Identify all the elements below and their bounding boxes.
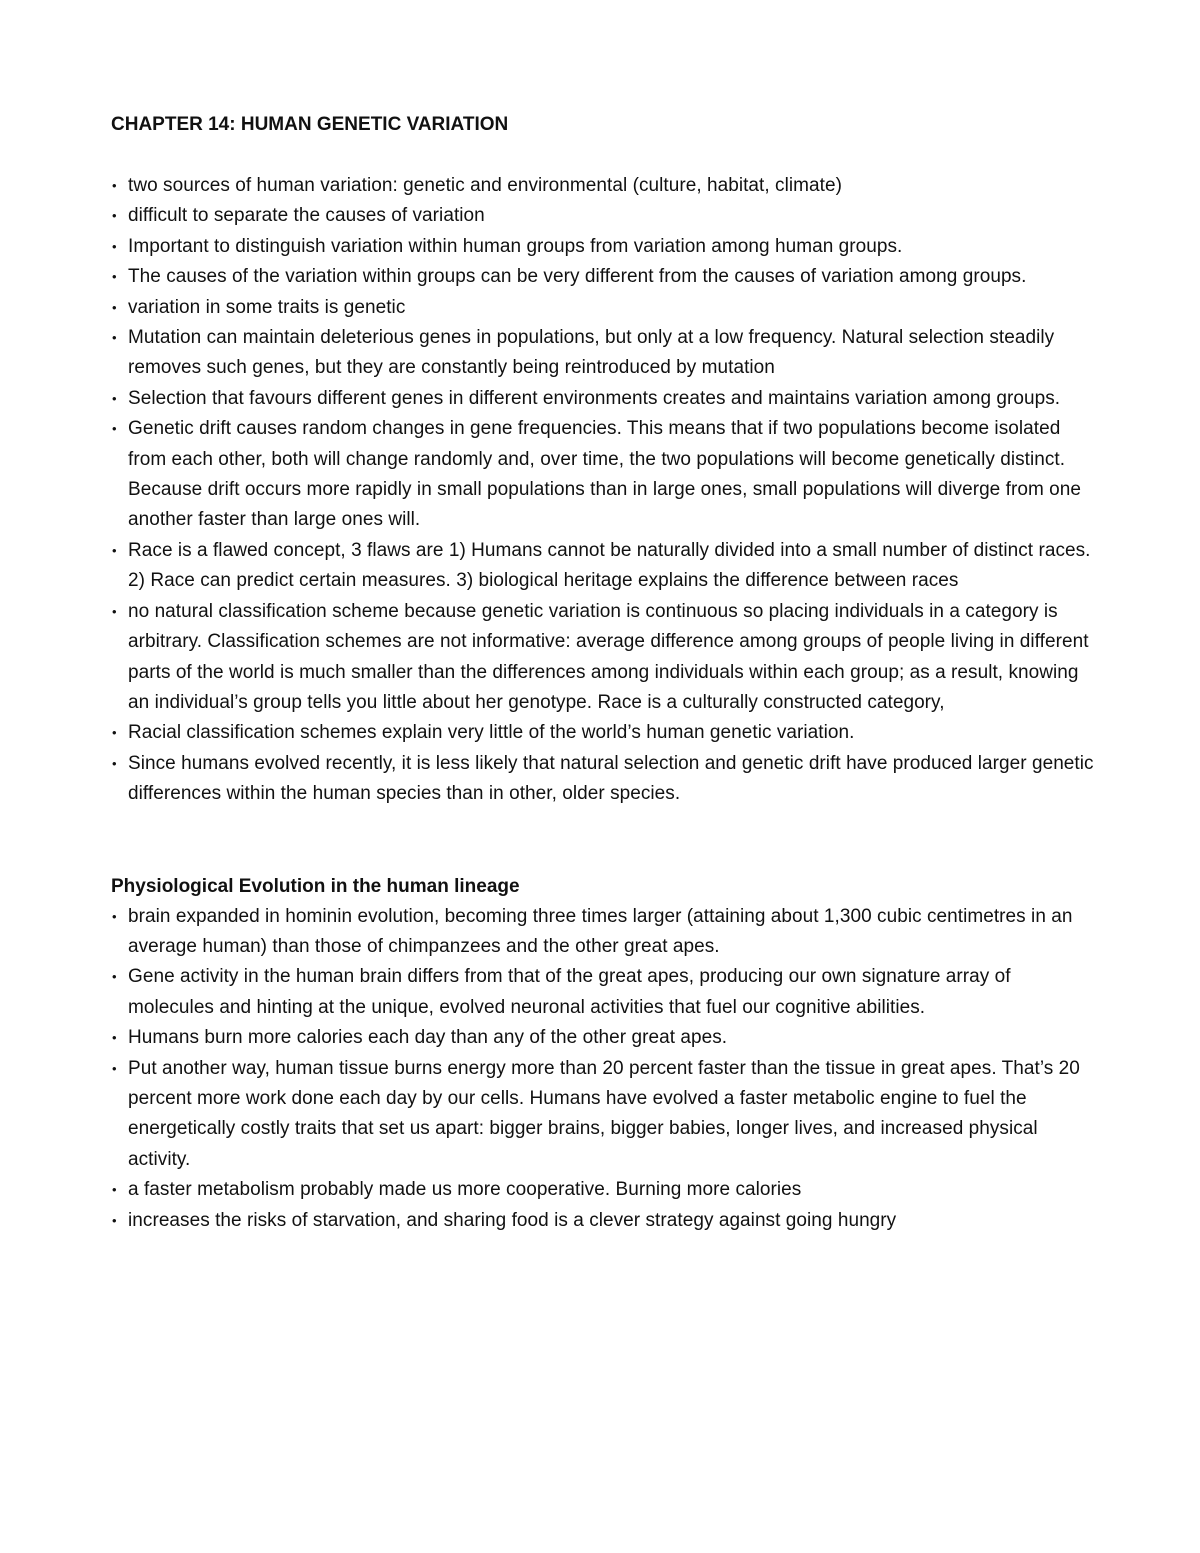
bullet-icon: • [112,725,117,741]
list-item: • The causes of the variation within groups can be very different from the causes of variation among groups. [111,262,1101,292]
list-item: • Selection that favours different genes in different environments creates and maintains variation among groups. [111,384,1101,414]
bullet-icon: • [112,1212,117,1228]
list-item: • Put another way, human tissue burns energy more than 20 percent faster than the tissue in great apes. That’s 20 percent more work done each day by our cells. Humans have evolved a faster metabolic engine to fuel the energetically costly traits that set us apart: bigger brains, bigger babies, longer lives, and increased physical activity. [111,1054,1101,1176]
bullet-icon: • [112,1182,117,1198]
bullet-icon: • [112,1030,117,1046]
bullet-icon: • [112,421,117,437]
section-title: Physiological Evolution in the human lineage [111,875,520,897]
list-item: • no natural classification scheme because genetic variation is continuous so placing individuals in a category is arbitrary. Classification schemes are not informative: average difference among groups of people living in different parts of the world is much smaller than the differences among individuals within each group; as a result, knowing an individual’s group tells you little about her genotype. Race is a culturally constructed category, [111,597,1101,719]
chapter-title: CHAPTER 14: HUMAN GENETIC VARIATION [111,114,509,135]
list-item: • Racial classification schemes explain very little of the world’s human genetic variation. [111,718,1101,748]
bullet-icon: • [112,969,117,985]
list-item: • Humans burn more calories each day than any of the other great apes. [111,1023,1101,1053]
list-item: • Since humans evolved recently, it is less likely that natural selection and genetic drift have produced larger genetic differences within the human species than in other, older species. [111,749,1101,810]
list-item: • brain expanded in hominin evolution, becoming three times larger (attaining about 1,300 cubic centimetres in an average human) than those of chimpanzees and the other great apes. [111,902,1101,963]
bullet-icon: • [112,238,117,254]
bullet-icon: • [112,390,117,406]
bullet-icon: • [112,908,117,924]
list-item: • Genetic drift causes random changes in gene frequencies. This means that if two populations become isolated from each other, both will change randomly and, over time, the two populations will become genetically distinct. Because drift occurs more rapidly in small populations than in large ones, small populations will diverge from one another faster than large ones will. [111,414,1101,536]
list-item: • variation in some traits is genetic [111,293,1101,323]
list-item: • increases the risks of starvation, and sharing food is a clever strategy against going hungry [111,1206,1101,1236]
bullet-icon: • [112,299,117,315]
bullet-icon: • [112,603,117,619]
bullet-icon: • [112,1060,117,1076]
chapter-bullet-list [111,171,1101,810]
list-item: • Important to distinguish variation within human groups from variation among human groups. [111,232,1101,262]
list-item: • a faster metabolism probably made us more cooperative. Burning more calories [111,1175,1101,1205]
document-page [111,110,1101,1236]
bullet-icon: • [112,269,117,285]
bullet-icon: • [112,542,117,558]
bullet-icon: • [112,755,117,771]
list-item: • Gene activity in the human brain differs from that of the great apes, producing our own signature array of molecules and hinting at the unique, evolved neuronal activities that fuel our cognitive abilities. [111,962,1101,1023]
bullet-icon: • [112,178,117,193]
list-item: • difficult to separate the causes of variation [111,201,1101,231]
list-item: • Race is a flawed concept, 3 flaws are 1) Humans cannot be naturally divided into a small number of distinct races. 2) Race can predict certain measures. 3) biological heritage explains the difference between races [111,536,1101,597]
section-bullet-list [111,902,1101,1236]
list-item: • two sources of human variation: genetic and environmental (culture, habitat, climate) [111,171,1101,201]
bullet-icon: • [112,208,117,224]
list-item: • Mutation can maintain deleterious genes in populations, but only at a low frequency. Natural selection steadily removes such genes, but they are constantly being reintroduced by mutation [111,323,1101,384]
bullet-icon: • [112,330,117,346]
physiological-evolution-section [111,872,1101,1236]
